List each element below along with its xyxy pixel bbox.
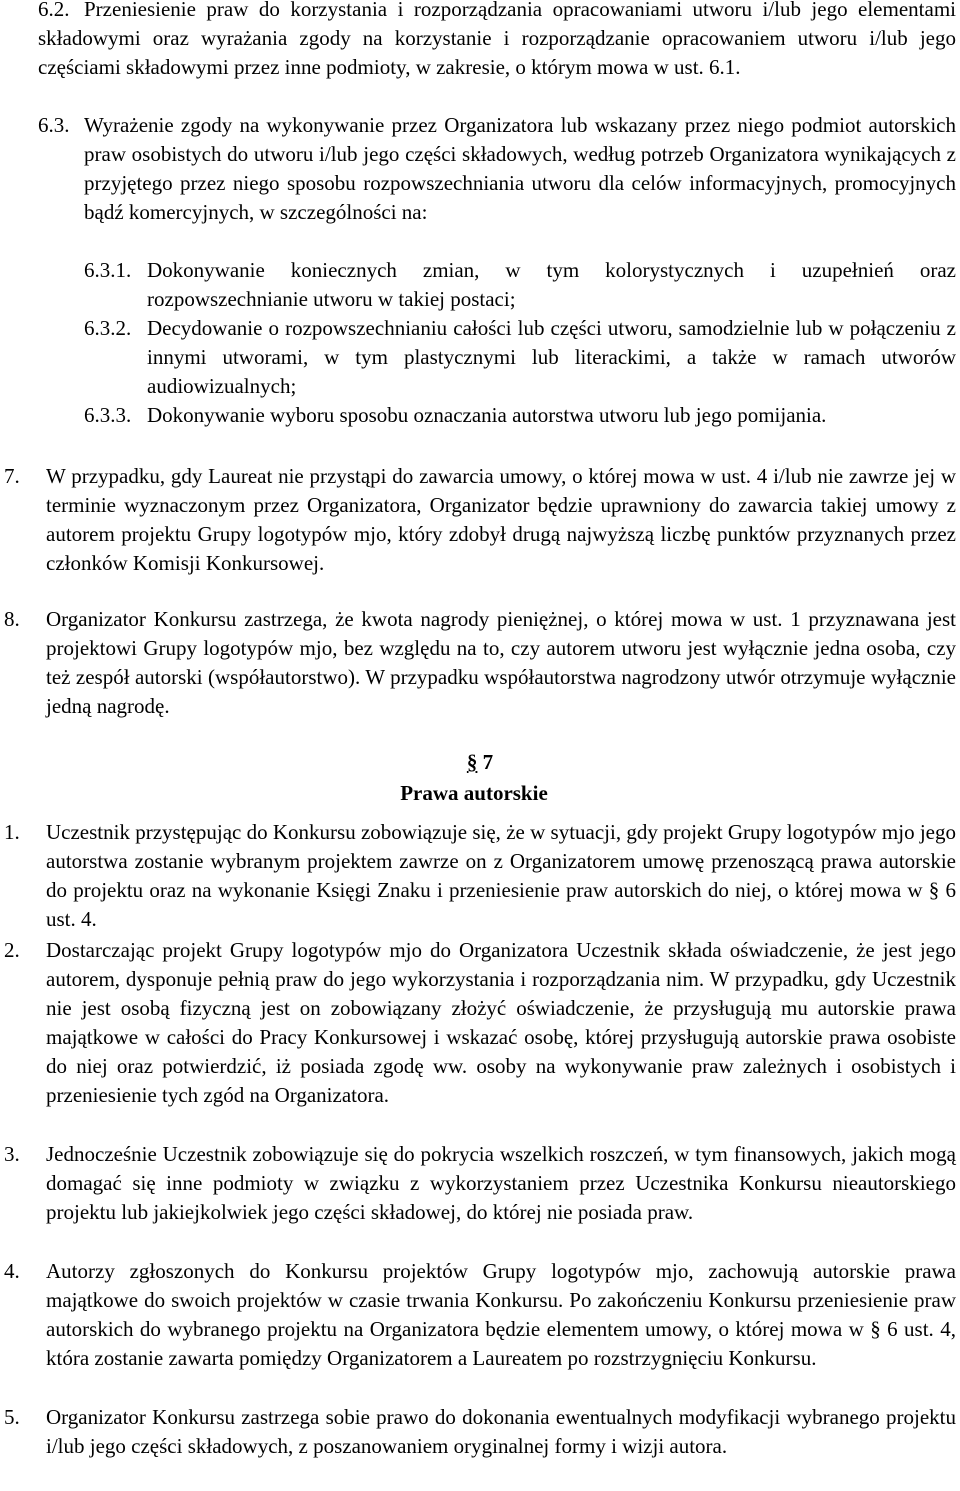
copyright-item-3 [4,1140,956,1227]
clause-6-3-3 [84,401,956,430]
clause-6-3-2 [84,314,956,401]
item-text: Uczestnik przystępując do Konkursu zobowiązuje się, że w sytuacji, gdy projekt Grupy logotypów mjo jego autorstwa zostanie wybranym projektem zawrze on z Organizatorem umowę przenoszącą prawa autorskie do projektu oraz na wykonanie Księgi Znaku i przeniesienie praw autorskich do niej, o której mowa w § 6 ust. 4. [46,820,956,931]
clause-6-2 [38,0,956,82]
section-heading [0,748,960,777]
clause-text: Przeniesienie praw do korzystania i rozporządzania opracowaniami utworu i/lub jego elementami składowymi oraz wyrażania zgody na korzystanie i rozporządzanie opracowaniem utworu i/lub jego częściami składowymi przez inne podmioty, w zakresie, o którym mowa w ust. 6.1. [38,0,956,79]
clause-text: Decydowanie o rozpowszechnianiu całości lub części utworu, samodzielnie lub w połączeniu z innymi utworami, w tym plastycznymi lub literackimi, a także w ramach utworów audiowizualnych; [147,316,956,398]
copyright-item-4 [4,1257,956,1373]
point-text: Organizator Konkursu zastrzega, że kwota nagrody pieniężnej, o której mowa w ust. 1 przyznawana jest projektowi Grupy logotypów mjo, bez względu na to, czy autorem utworu jest wyłącznie jedna osoba, czy też zespół autorski (współautorstwo). W przypadku współautorstwa nagrodzony utwór otrzymuje wyłącznie jedną nagrodę. [46,607,956,718]
point-text: W przypadku, gdy Laureat nie przystąpi do zawarcia umowy, o której mowa w ust. 4 i/lub nie zawrze jej w terminie wyznaczonym przez Organizatora, Organizator będzie uprawniony do zawarcia takiej umowy z autorem projektu Grupy logotypów mjo, który zdobył drugą najwyższą liczbę punktów przyznanych przez członków Komisji Konkursowej. [46,464,956,575]
item-number: 4. [4,1259,20,1283]
item-number: 3. [4,1142,20,1166]
item-text: Autorzy zgłoszonych do Konkursu projektów Grupy logotypów mjo, zachowują autorskie prawa majątkowe do swoich projektów w czasie trwania Konkursu. Po zakończeniu Konkursu przeniesienie praw autorskich do wybranego projektu na Organizatora będzie elementem umowy, o której mowa w § 6 ust. 4, która zostanie zawarta pomiędzy Organizatorem a Laureatem po rozstrzygnięciu Konkursu. [46,1259,956,1370]
section-title: Prawa autorskie [400,781,548,805]
clause-number: 6.2. [38,0,70,21]
section-symbol: § [466,750,478,774]
item-number: 1. [4,820,20,844]
copyright-item-1 [4,818,956,934]
clause-6-3 [38,111,956,227]
item-text: Organizator Konkursu zastrzega sobie prawo do dokonania ewentualnych modyfikacji wybranego projektu i/lub jego części składowych, z poszanowaniem oryginalnej formy i wizji autora. [46,1405,956,1458]
point-8 [4,605,956,721]
clause-number: 6.3.2. [84,316,132,340]
clause-6-3-1 [84,256,956,314]
point-7 [4,462,956,578]
copyright-item-2 [4,936,956,1109]
clause-text: Wyrażenie zgody na wykonywanie przez Organizatora lub wskazany przez niego podmiot autorskich praw osobistych do utworu i/lub jego części składowych, według potrzeb Organizatora wynikających z przyjętego przez niego sposobu rozpowszechniania utworu dla celów informacyjnych, promocyjnych bądź komercyjnych, w szczególności na: [84,113,956,224]
clause-number: 6.3. [38,113,70,137]
item-text: Jednocześnie Uczestnik zobowiązuje się do pokrycia wszelkich roszczeń, w tym finansowych, jakich mogą domagać się inne podmioty w związku z wykorzystaniem przez Uczestnika Konkursu nieautorskiego projektu lub jakiejkolwiek jego części składowej, do której nie posiada praw. [46,1142,956,1224]
item-text: Dostarczając projekt Grupy logotypów mjo do Organizatora Uczestnik składa oświadczenie, że jest jego autorem, dysponuje pełnią praw do jego wykorzystania i rozporządzania nim. W przypadku, gdy Uczestnik nie jest osobą fizyczną jest on zobowiązany złożyć oświadczenie, że przysługują mu autorskie prawa majątkowe w całości do Pracy Konkursowej i wskazać osobę, której przysługują autorskie prawa osobiste do niej oraz potwierdzić, iż posiada zgodę ww. osoby na wykonywanie praw zależnych i osobistych i przeniesienie tych zgód na Organizatora. [46,938,956,1107]
section-number: 7 [482,750,494,774]
clause-number: 6.3.1. [84,258,132,282]
clause-text: Dokonywanie koniecznych zmian, w tym kolorystycznych i uzupełnień oraz rozpowszechnianie utworu w takiej postaci; [147,258,956,311]
copyright-item-5 [4,1403,956,1461]
clause-number: 6.3.3. [84,403,132,427]
clause-text: Dokonywanie wyboru sposobu oznaczania autorstwa utworu lub jego pomijania. [147,403,827,427]
item-number: 5. [4,1405,20,1429]
point-number: 7. [4,464,20,488]
item-number: 2. [4,938,20,962]
point-number: 8. [4,607,20,631]
